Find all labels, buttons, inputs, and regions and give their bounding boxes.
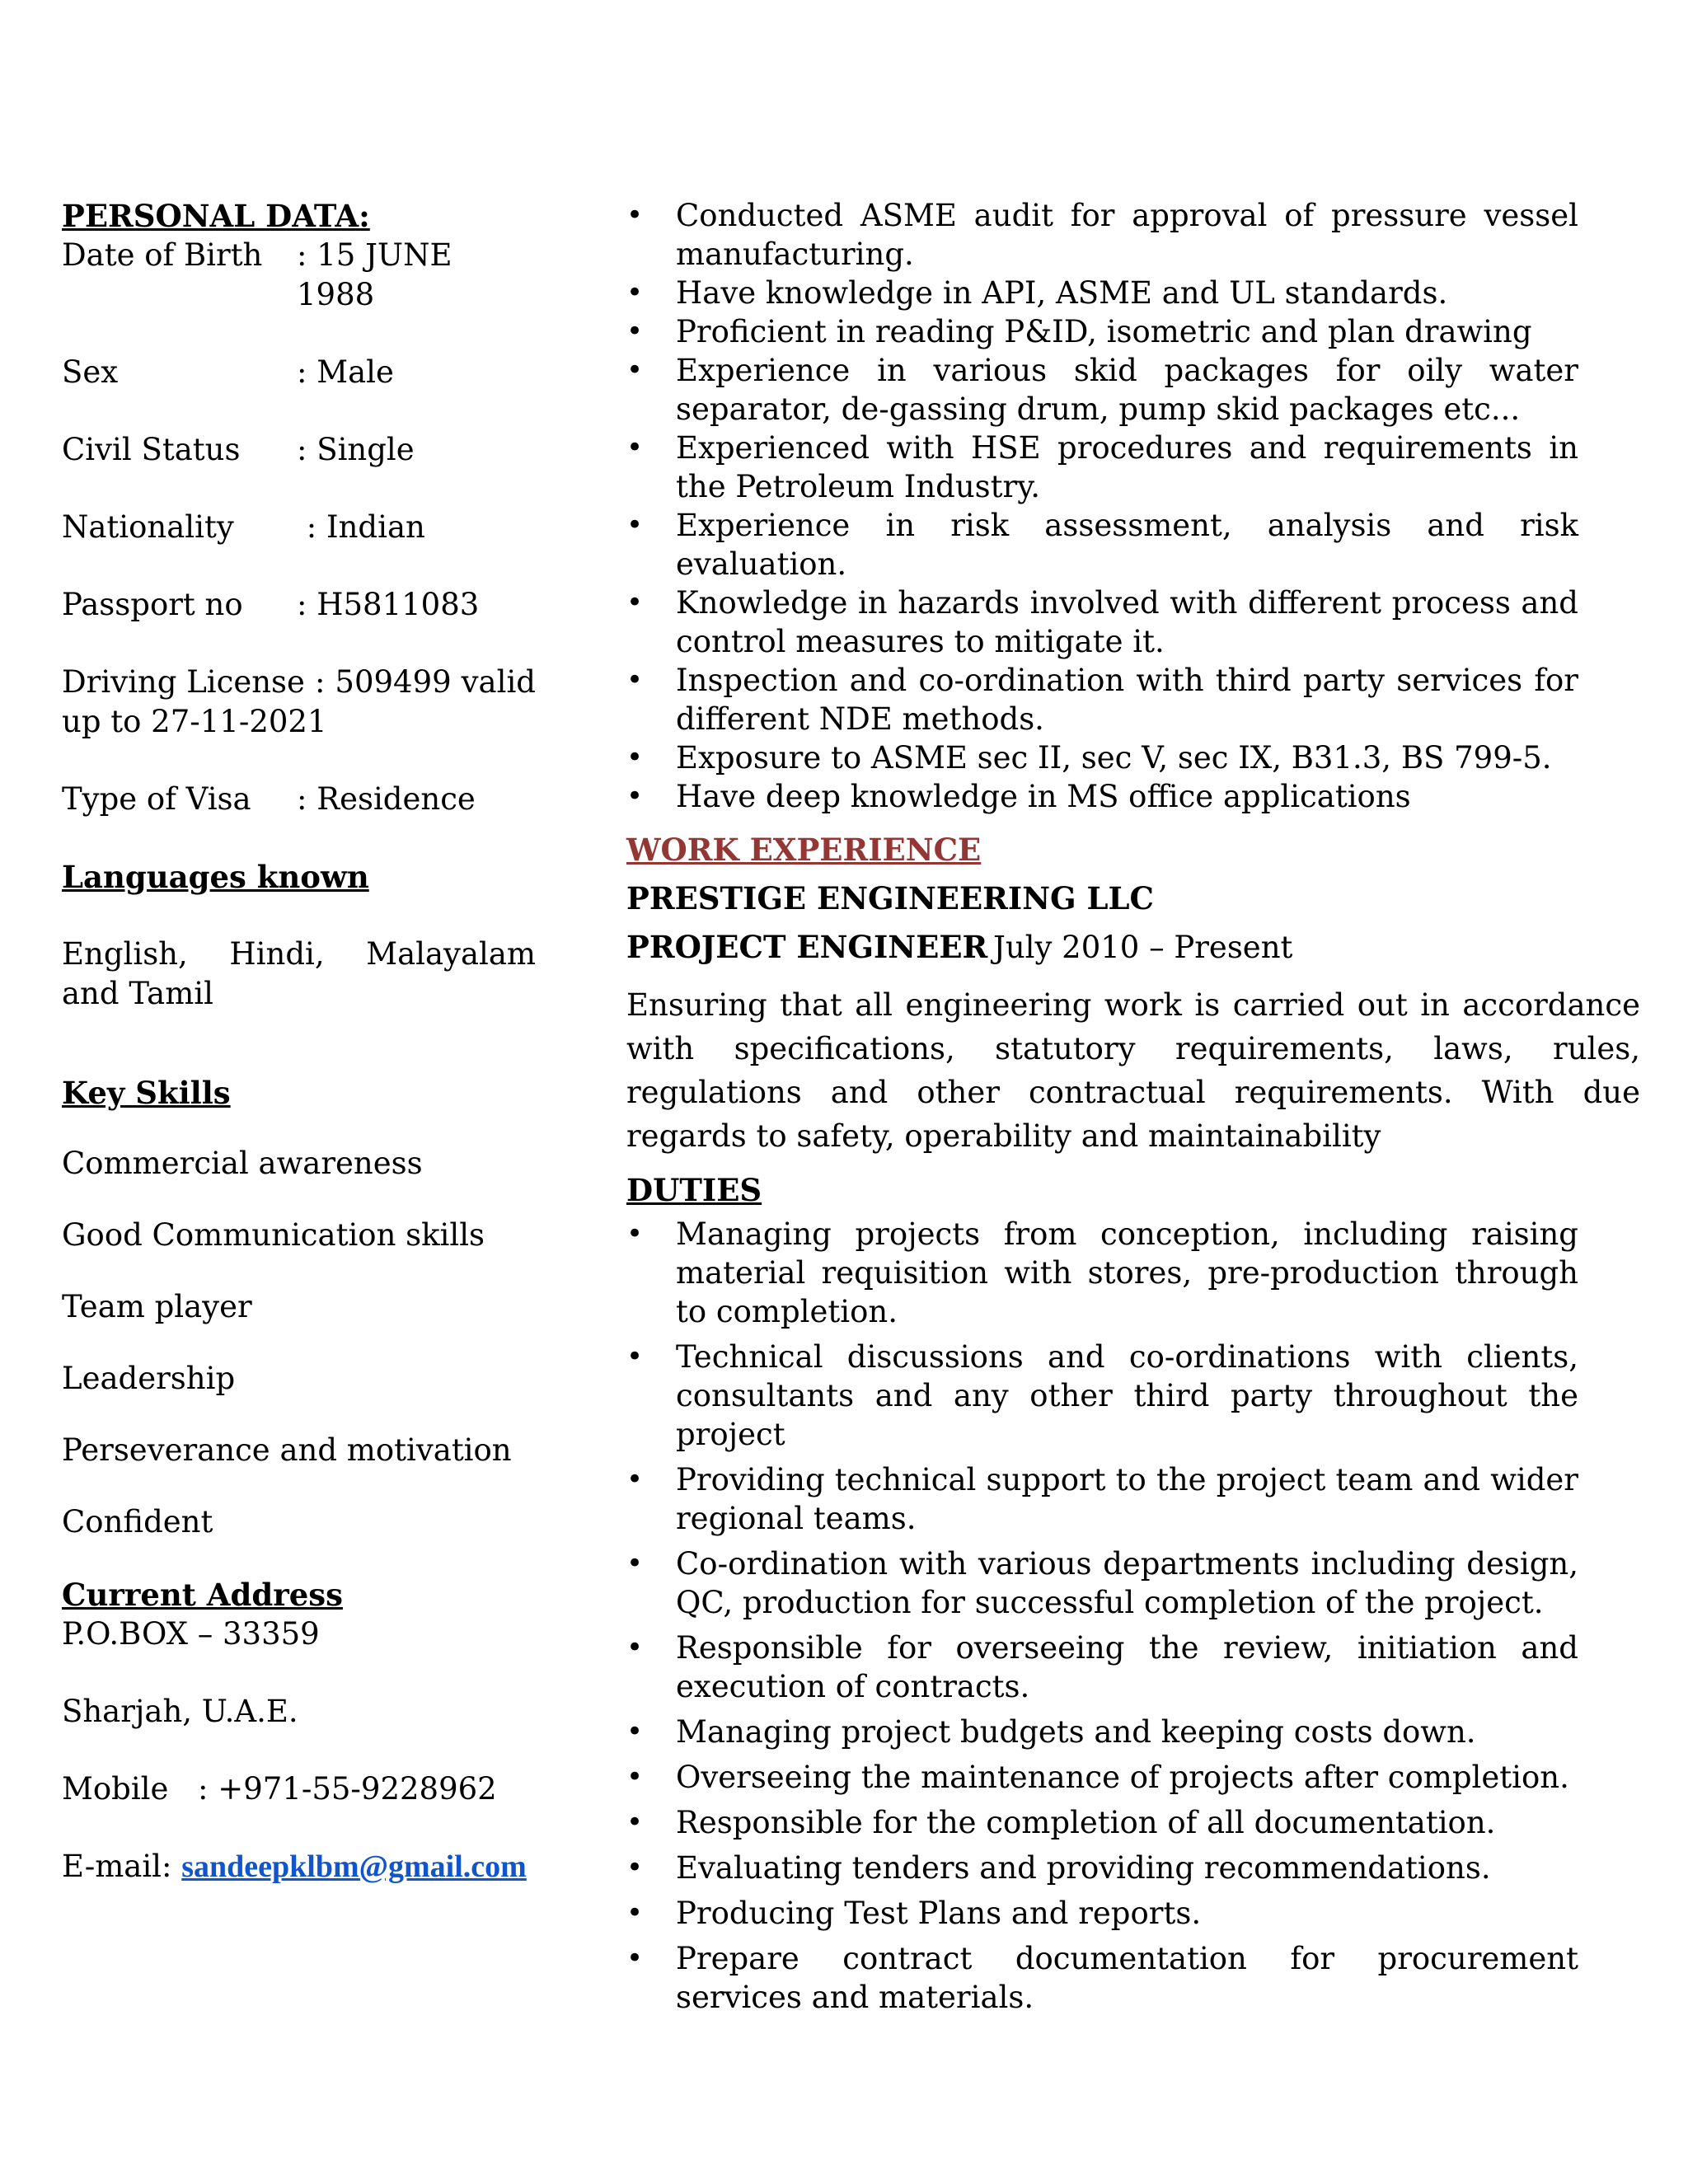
summary-bullet: • Have knowledge in API, ASME and UL standards. <box>626 274 1578 312</box>
address-pobox: P.O.BOX – 33359 <box>62 1616 320 1652</box>
job-title: PROJECT ENGINEER <box>626 929 988 965</box>
skill-item: Commercial awareness <box>62 1146 423 1181</box>
license-number: 509499 <box>335 664 452 700</box>
summary-bullet: • Knowledge in hazards involved with different process and control measures to mitigate it. <box>626 583 1578 661</box>
nationality-value: : Indian <box>297 509 425 545</box>
summary-bullet: • Experience in risk assessment, analysis and risk evaluation. <box>626 506 1578 583</box>
email-label: E-mail: <box>62 1849 182 1884</box>
duty-item: • Managing projects from conception, including raising material requisition with stores, pre-production through to completion. <box>626 1215 1578 1331</box>
sex-label: Sex <box>62 354 119 390</box>
nationality-row <box>62 508 536 547</box>
role-row <box>626 928 1578 967</box>
address-city: Sharjah, U.A.E. <box>62 1694 298 1729</box>
duty-item: • Prepare contract documentation for procurement services and materials. <box>626 1939 1578 2017</box>
dob-value: : 15 JUNE 1988 <box>297 237 452 312</box>
summary-bullet: • Have deep knowledge in MS office applications <box>626 777 1578 816</box>
email-row <box>62 1847 536 1886</box>
dob-row <box>62 236 536 315</box>
sex-row <box>62 353 536 392</box>
duties-heading: DUTIES <box>626 1172 762 1208</box>
skill-list <box>62 1144 536 1542</box>
duties-list <box>626 1215 1578 2017</box>
summary-bullet: • Proficient in reading P&ID, isometric and plan drawing <box>626 312 1578 351</box>
visa-label: Type of Visa <box>62 781 251 817</box>
company-name: PRESTIGE ENGINEERING LLC <box>626 880 1155 916</box>
current-address-heading: Current Address <box>62 1577 343 1613</box>
visa-row <box>62 780 536 819</box>
mobile-row <box>62 1769 536 1809</box>
sex-value: : Male <box>297 354 394 390</box>
civil-status-row <box>62 430 536 470</box>
mobile-label: Mobile <box>62 1771 169 1807</box>
email-link[interactable]: sandeepklbm@gmail.com <box>181 1849 527 1884</box>
summary-bullet: • Conducted ASME audit for approval of pressure vessel manufacturing. <box>626 196 1578 274</box>
job-period: July 2010 – Present <box>993 930 1293 965</box>
passport-row <box>62 585 536 625</box>
visa-value: : Residence <box>297 781 476 817</box>
personal-data-heading: PERSONAL DATA: <box>62 198 370 234</box>
driving-license <box>62 663 536 742</box>
license-label: Driving License <box>62 664 305 700</box>
civil-status-value: : Single <box>297 432 415 467</box>
license-valid-until: up to 27-11-2021 <box>62 704 327 739</box>
work-experience-heading: WORK EXPERIENCE <box>626 832 982 868</box>
license-valid: valid <box>461 664 536 700</box>
skill-item: Team player <box>62 1289 252 1324</box>
duty-item: • Technical discussions and co-ordinations with clients, consultants and any other third party throughout the project <box>626 1338 1578 1454</box>
skill-item: Leadership <box>62 1361 236 1396</box>
passport-label: Passport no <box>62 587 243 622</box>
summary-bullet: • Inspection and co-ordination with third party services for different NDE methods. <box>626 661 1578 738</box>
duty-item: • Overseeing the maintenance of projects after completion. <box>626 1758 1578 1797</box>
right-column <box>626 196 1640 2023</box>
duty-item: • Managing project budgets and keeping costs down. <box>626 1713 1578 1751</box>
duty-item: • Responsible for the completion of all documentation. <box>626 1803 1578 1842</box>
mobile-value: : +971-55-9228962 <box>198 1771 497 1807</box>
skill-item: Perseverance and motivation <box>62 1432 512 1468</box>
summary-bullet: • Exposure to ASME sec II, sec V, sec IX, B31.3, BS 799-5. <box>626 738 1578 777</box>
duty-item: • Responsible for overseeing the review, initiation and execution of contracts. <box>626 1629 1578 1706</box>
duty-item: • Producing Test Plans and reports. <box>626 1894 1578 1933</box>
left-column <box>62 196 536 1886</box>
dob-label: Date of Birth <box>62 237 263 273</box>
languages-heading: Languages known <box>62 859 369 895</box>
summary-bullet: • Experienced with HSE procedures and requirements in the Petroleum Industry. <box>626 429 1578 506</box>
job-summary: Ensuring that all engineering work is carried out in accordance with specifications, statutory requirements, laws, rules, regulations and other contractual requirements. With due regards to safety, operability and maintainability <box>626 987 1640 1154</box>
skill-item: Confident <box>62 1504 213 1540</box>
languages-text: English, Hindi, Malayalam and Tamil <box>62 936 536 1011</box>
skill-item: Good Communication skills <box>62 1217 485 1253</box>
duty-item: • Providing technical support to the project team and wider regional teams. <box>626 1460 1578 1538</box>
civil-status-label: Civil Status <box>62 432 241 467</box>
nationality-label: Nationality <box>62 509 234 545</box>
duty-item: • Co-ordination with various departments including design, QC, production for successful completion of the project. <box>626 1544 1578 1622</box>
summary-bullet-list <box>626 196 1578 816</box>
license-colon: : <box>314 664 326 700</box>
summary-bullet: • Experience in various skid packages for oily water separator, de-gassing drum, pump skid packages etc... <box>626 351 1578 429</box>
duty-item: • Evaluating tenders and providing recommendations. <box>626 1849 1578 1887</box>
key-skills-heading: Key Skills <box>62 1075 231 1111</box>
passport-value: : H5811083 <box>297 587 480 622</box>
